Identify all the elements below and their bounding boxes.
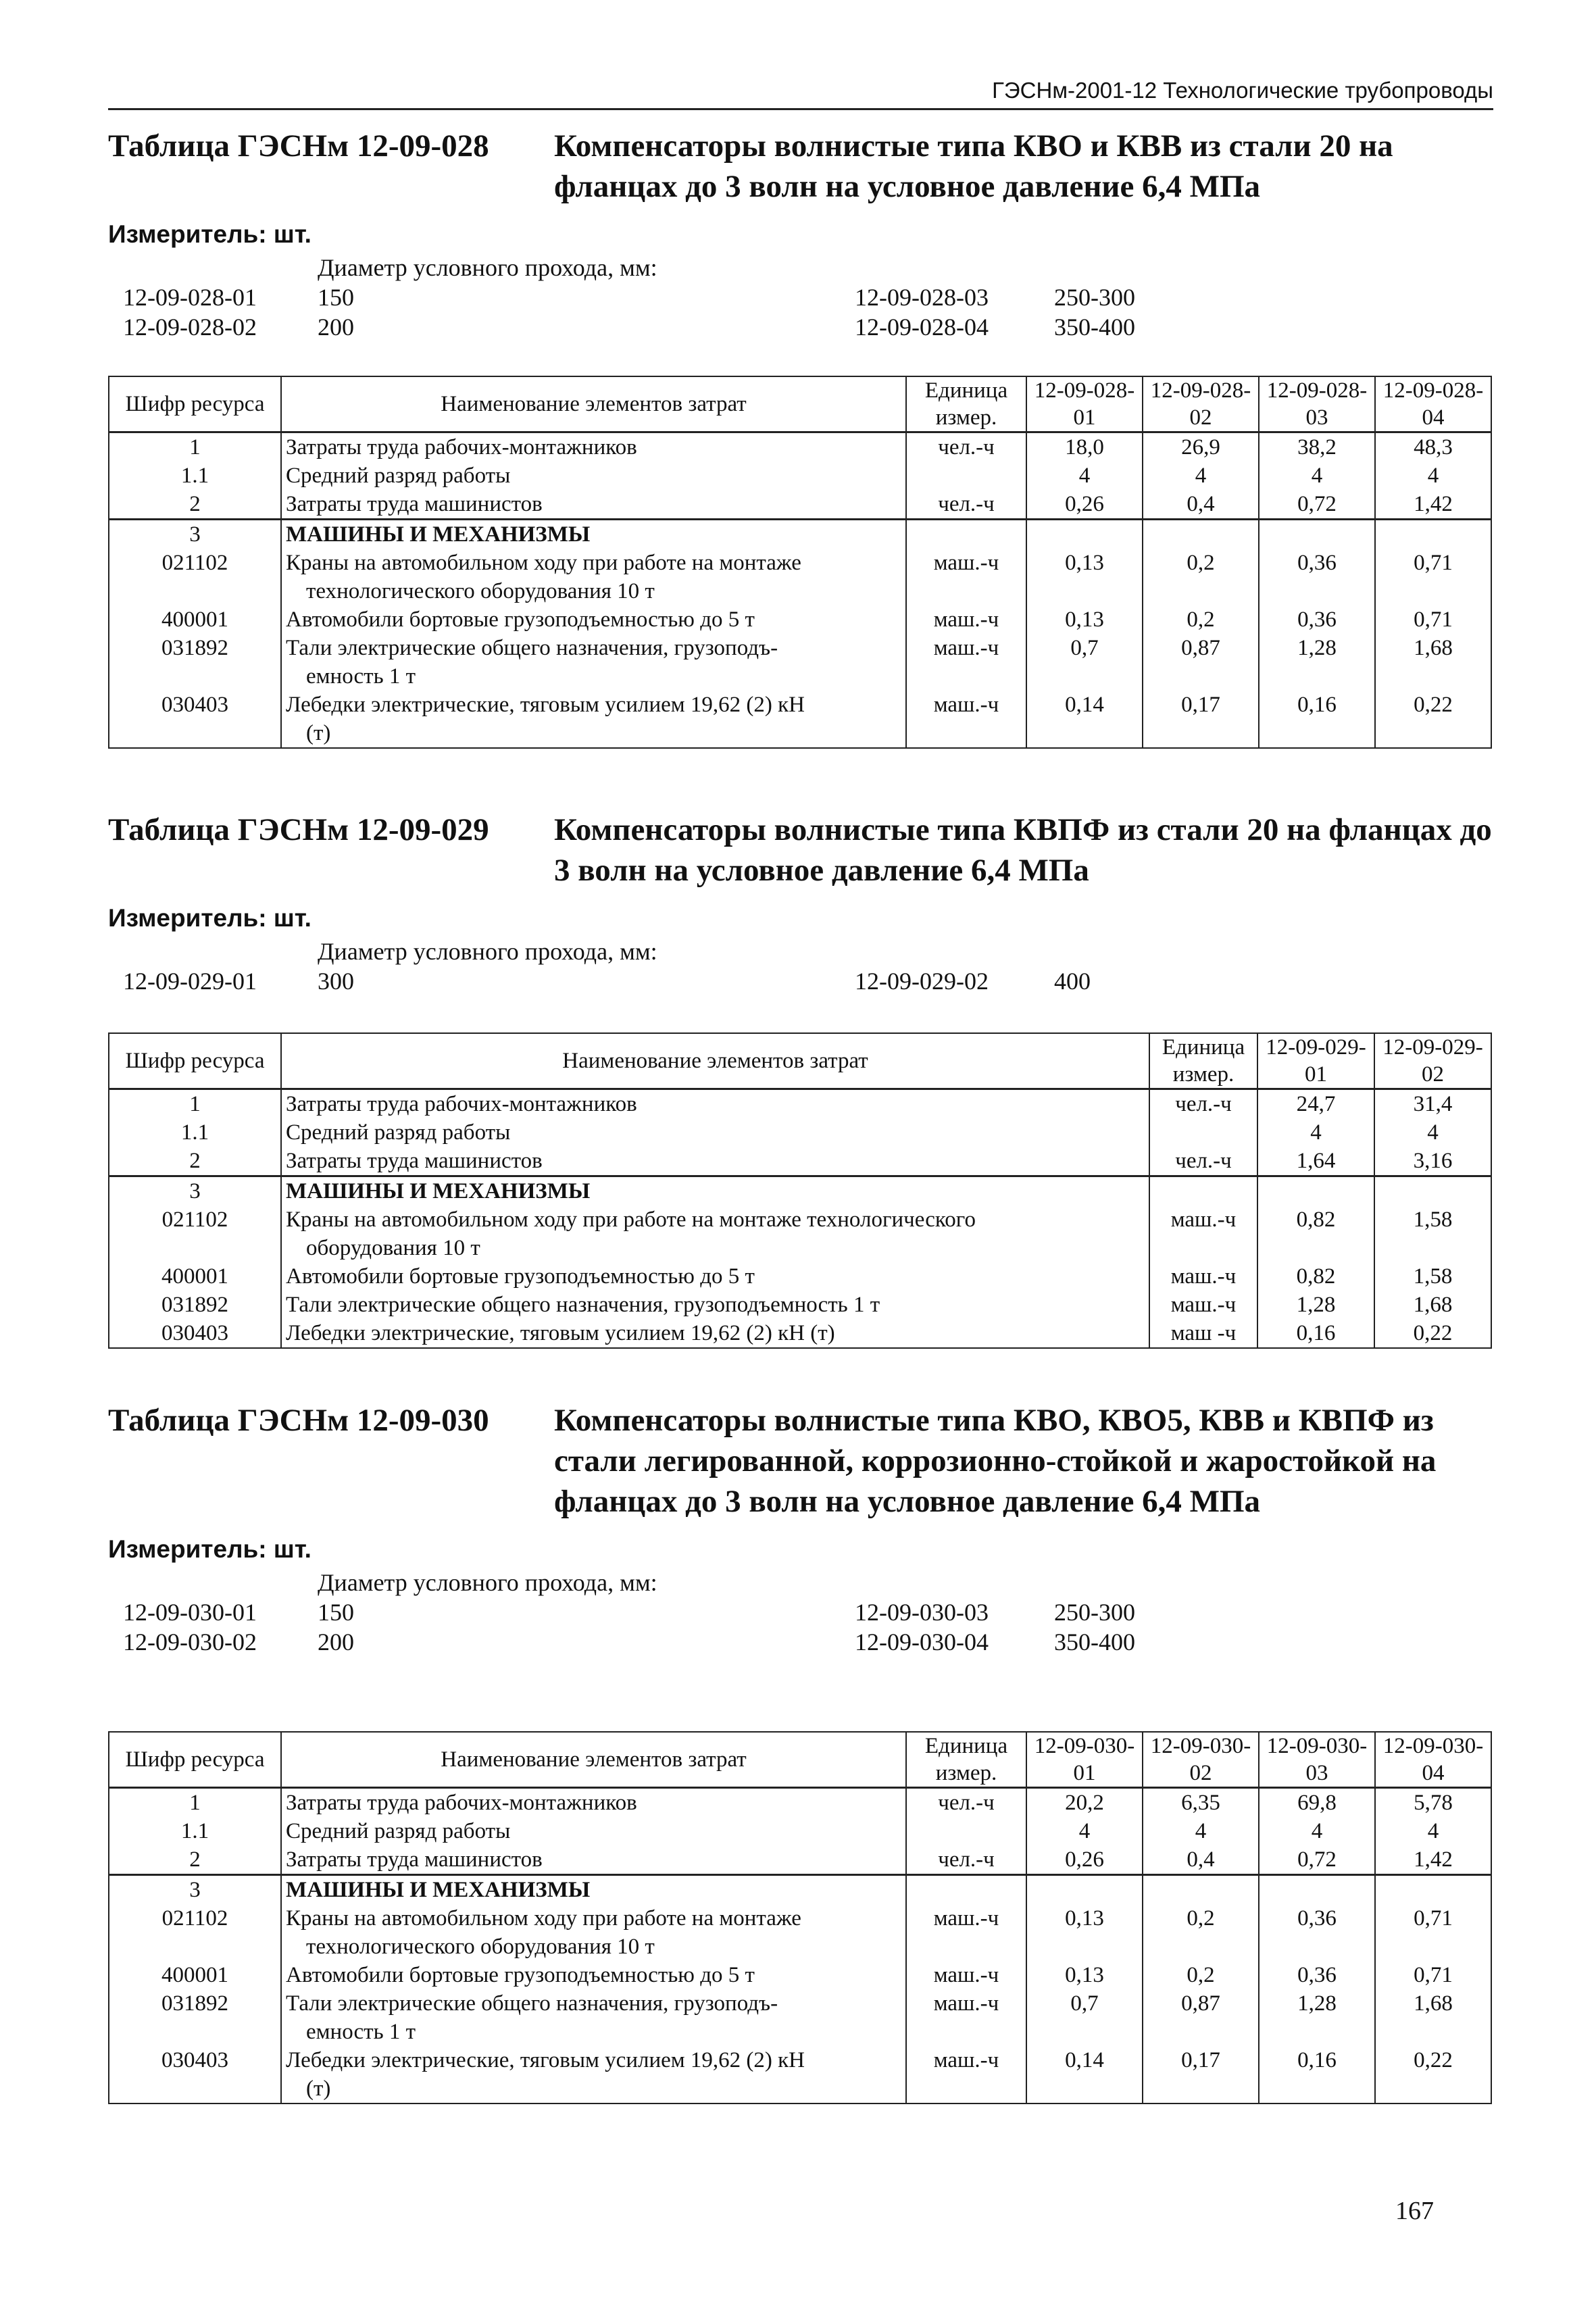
column-header: Шифр ресурса [109,376,281,432]
cost-element-name [281,1089,1149,1119]
table-heading: Компенсаторы волнистые типа КВО и КВВ из стали 20 на фланцах до 3 волн на условное давление 6,4 МПа [554,128,1393,204]
resource-code: 400001 [109,1961,281,1989]
unit: маш.-ч [1149,1262,1257,1291]
name-line: Затраты труда машинистов [286,1847,543,1872]
code-value: 150 [318,284,354,311]
unit: маш.-ч [1149,1205,1257,1262]
norm-value: 38,2 [1259,432,1375,462]
resource-code: 030403 [109,1319,281,1348]
norm-value: 0,16 [1259,2046,1375,2104]
name-line: Краны на автомобильном ходу при работе на монтаже технологического [286,1208,976,1232]
column-header: 12-09-029-02 [1374,1033,1491,1089]
code-value: 400 [1054,968,1091,995]
code-row [108,1627,1493,1657]
cost-element-name [281,1262,1149,1291]
name-continuation: оборудования 10 т [306,1236,480,1260]
table-row [109,462,1491,490]
resource-code: 2 [109,490,281,520]
cost-element-name [281,1147,1149,1176]
norm-value [1259,1875,1375,1905]
norm-value: 0,2 [1143,1904,1259,1961]
name-line: Затраты труда рабочих-монтажников [286,435,637,459]
resource-code: 1.1 [109,1817,281,1845]
norm-value: 6,35 [1143,1788,1259,1818]
norm-value: 0,82 [1257,1205,1374,1262]
table-row [109,1291,1491,1319]
code-list [108,966,1493,996]
table-row [109,1989,1491,2046]
norm-value: 0,71 [1375,549,1491,605]
column-header: Наименование элементов затрат [281,1732,906,1788]
table-heading: Компенсаторы волнистые типа КВПФ из стали 20 на фланцах до 3 волн на условное давление 6,4 МПа [554,812,1492,888]
norm-value: 4 [1026,1817,1143,1845]
diameter-label: Диаметр условного прохода, мм: [318,938,657,965]
norm-value: 1,68 [1374,1291,1491,1319]
table-row [109,432,1491,462]
code-value: 300 [318,968,354,995]
norm-value: 0,82 [1257,1262,1374,1291]
unit: маш.-ч [906,1961,1026,1989]
unit: маш.-ч [906,605,1026,634]
measure-unit: Измеритель: шт. [108,1535,311,1563]
unit: маш.-ч [906,1904,1026,1961]
cost-element-name [281,1118,1149,1147]
norm-value: 4 [1259,1817,1375,1845]
name-line: Средний разряд работы [286,1120,511,1145]
norm-value: 1,42 [1375,1845,1491,1875]
norm-value: 0,13 [1026,1904,1143,1961]
column-header: 12-09-028-04 [1375,376,1491,432]
norm-value: 4 [1375,1817,1491,1845]
name-line: Лебедки электрические, тяговым усилием 19,62 (2) кН [286,2048,805,2072]
resource-code: 3 [109,1176,281,1206]
name-line: Затраты труда рабочих-монтажников [286,1092,637,1116]
norm-value: 0,13 [1026,549,1143,605]
cost-element-name [281,1788,906,1818]
norm-value: 0,72 [1259,490,1375,520]
unit: маш.-ч [906,549,1026,605]
code: 12-09-029-01 [123,968,257,995]
cost-element-name [281,691,906,748]
resource-code: 021102 [109,1904,281,1961]
table-row [109,490,1491,520]
unit [1149,1118,1257,1147]
name-line: Средний разряд работы [286,1819,511,1843]
code-value: 350-400 [1054,1628,1135,1656]
resource-code: 1.1 [109,462,281,490]
resource-code: 031892 [109,1989,281,2046]
resource-code: 031892 [109,1291,281,1319]
table-row [109,1845,1491,1875]
unit [906,462,1026,490]
resource-code: 400001 [109,1262,281,1291]
norm-value: 24,7 [1257,1089,1374,1119]
norm-table [108,376,1492,749]
unit: чел.-ч [906,432,1026,462]
unit [906,520,1026,549]
section-12-09-029 [108,810,1493,1345]
resource-code: 3 [109,1875,281,1905]
cost-element-name [281,1961,906,1989]
norm-value: 0,14 [1026,2046,1143,2104]
table-row [109,1788,1491,1818]
code: 12-09-028-03 [855,284,989,311]
norm-value: 0,14 [1026,691,1143,748]
resource-code: 021102 [109,1205,281,1262]
norm-value: 1,58 [1374,1205,1491,1262]
resource-code: 3 [109,520,281,549]
norm-value: 0,7 [1026,634,1143,691]
norm-value: 0,17 [1143,2046,1259,2104]
column-header: Шифр ресурса [109,1732,281,1788]
norm-value: 0,22 [1374,1319,1491,1348]
cost-element-name [281,462,906,490]
norm-value: 0,2 [1143,605,1259,634]
norm-value: 1,64 [1257,1147,1374,1176]
measure-unit: Измеритель: шт. [108,904,311,932]
unit: маш.-ч [1149,1291,1257,1319]
resource-code: 021102 [109,549,281,605]
table-row [109,1319,1491,1348]
table-row [109,1176,1491,1206]
code-list [108,1597,1493,1657]
resource-code: 030403 [109,2046,281,2104]
cost-element-name [281,1904,906,1961]
code: 12-09-028-04 [855,314,989,341]
name-line: Автомобили бортовые грузоподъемностью до 5 т [286,1963,755,1987]
norm-value [1026,1875,1143,1905]
cost-element-name [281,2046,906,2104]
column-header: 12-09-028-02 [1143,376,1259,432]
norm-value: 0,26 [1026,490,1143,520]
norm-value: 0,87 [1143,1989,1259,2046]
cost-element-name [281,605,906,634]
name-continuation: (т) [306,721,331,745]
table-title [108,126,1493,207]
name-line: МАШИНЫ И МЕХАНИЗМЫ [286,1878,591,1902]
norm-value: 20,2 [1026,1788,1143,1818]
norm-value: 1,58 [1374,1262,1491,1291]
name-line: МАШИНЫ И МЕХАНИЗМЫ [286,1179,591,1203]
code-row [108,1597,1493,1627]
table-title [108,1400,1493,1522]
unit [906,1817,1026,1845]
norm-value [1143,1875,1259,1905]
norm-value [1375,1875,1491,1905]
cost-element-name [281,1817,906,1845]
norm-value: 0,4 [1143,1845,1259,1875]
table-header-row [109,1033,1491,1089]
table-code: Таблица ГЭСНм 12-09-028 [108,128,489,164]
name-line: Тали электрические общего назначения, грузоподъемность 1 т [286,1293,880,1317]
norm-value: 31,4 [1374,1089,1491,1119]
norm-value: 1,42 [1375,490,1491,520]
name-line: Тали электрические общего назначения, грузоподъ- [286,636,778,660]
table-code: Таблица ГЭСНм 12-09-030 [108,1403,489,1438]
name-line: Лебедки электрические, тяговым усилием 19,62 (2) кН [286,693,805,717]
norm-value: 0,7 [1026,1989,1143,2046]
norm-value: 1,28 [1259,1989,1375,2046]
norm-value [1026,520,1143,549]
code: 12-09-029-02 [855,968,989,995]
norm-value: 4 [1375,462,1491,490]
norm-value: 4 [1374,1118,1491,1147]
norm-value: 26,9 [1143,432,1259,462]
column-header: 12-09-030-03 [1259,1732,1375,1788]
norm-value: 0,16 [1259,691,1375,748]
norm-value: 48,3 [1375,432,1491,462]
norm-value: 0,13 [1026,1961,1143,1989]
table-row [109,1961,1491,1989]
table-row [109,1262,1491,1291]
diameter-label: Диаметр условного прохода, мм: [318,254,657,281]
norm-value: 0,71 [1375,1961,1491,1989]
column-header: Наименование элементов затрат [281,1033,1149,1089]
column-header: 12-09-030-02 [1143,1732,1259,1788]
code: 12-09-030-04 [855,1628,989,1656]
norm-value: 1,68 [1375,1989,1491,2046]
norm-value: 0,17 [1143,691,1259,748]
code-value: 200 [318,1628,354,1656]
unit: маш.-ч [906,691,1026,748]
name-line: МАШИНЫ И МЕХАНИЗМЫ [286,522,591,547]
code-row [108,282,1493,312]
cost-element-name [281,520,906,549]
column-header: Единица измер. [906,1732,1026,1788]
cost-element-name [281,1205,1149,1262]
norm-value: 0,36 [1259,1904,1375,1961]
table-row [109,1817,1491,1845]
table-row [109,2046,1491,2104]
name-line: Автомобили бортовые грузоподъемностью до 5 т [286,1264,755,1289]
norm-value: 0,36 [1259,605,1375,634]
norm-table [108,1032,1492,1349]
norm-value [1257,1176,1374,1206]
name-line: Лебедки электрические, тяговым усилием 19,62 (2) кН (т) [286,1321,835,1345]
norm-value: 0,71 [1375,605,1491,634]
resource-code: 1 [109,1788,281,1818]
unit: маш -ч [1149,1319,1257,1348]
table-row [109,1118,1491,1147]
cost-element-name [281,549,906,605]
unit: чел.-ч [906,490,1026,520]
norm-value: 0,16 [1257,1319,1374,1348]
cost-element-name [281,1875,906,1905]
column-header: 12-09-030-01 [1026,1732,1143,1788]
name-line: Средний разряд работы [286,464,511,488]
norm-value: 0,2 [1143,549,1259,605]
norm-value: 4 [1026,462,1143,490]
code-value: 150 [318,1599,354,1626]
resource-code: 2 [109,1845,281,1875]
norm-value: 0,2 [1143,1961,1259,1989]
cost-element-name [281,490,906,520]
resource-code: 400001 [109,605,281,634]
norm-value: 4 [1143,462,1259,490]
norm-value [1375,520,1491,549]
code-value: 350-400 [1054,314,1135,341]
norm-value: 69,8 [1259,1788,1375,1818]
unit [906,1875,1026,1905]
name-continuation: (т) [306,2076,331,2101]
name-line: Тали электрические общего назначения, грузоподъ- [286,1991,778,2016]
cost-element-name [281,1319,1149,1348]
cost-element-name [281,432,906,462]
code: 12-09-028-02 [123,314,257,341]
resource-code: 1 [109,432,281,462]
unit: чел.-ч [1149,1147,1257,1176]
column-header: 12-09-029-01 [1257,1033,1374,1089]
code: 12-09-030-03 [855,1599,989,1626]
code: 12-09-030-01 [123,1599,257,1626]
column-header: Единица измер. [1149,1033,1257,1089]
column-header: 12-09-028-01 [1026,376,1143,432]
diameter-label: Диаметр условного прохода, мм: [318,1569,657,1596]
resource-code: 030403 [109,691,281,748]
name-line: Затраты труда машинистов [286,1149,543,1173]
norm-value: 0,87 [1143,634,1259,691]
name-continuation: технологического оборудования 10 т [306,579,655,603]
norm-value: 0,13 [1026,605,1143,634]
cost-element-name [281,1845,906,1875]
name-line: Затраты труда машинистов [286,492,543,516]
name-continuation: емность 1 т [306,664,416,689]
running-header: ГЭСНм-2001-12 Технологические трубопроводы [108,73,1493,110]
norm-value [1259,520,1375,549]
section-12-09-030 [108,1400,1493,2101]
column-header: Наименование элементов затрат [281,376,906,432]
table-header-row [109,376,1491,432]
table-row [109,1904,1491,1961]
table-row [109,549,1491,605]
name-continuation: технологического оборудования 10 т [306,1935,655,1959]
table-row [109,1147,1491,1176]
norm-value [1143,520,1259,549]
norm-value: 0,22 [1375,691,1491,748]
norm-value: 0,22 [1375,2046,1491,2104]
resource-code: 2 [109,1147,281,1176]
code-value: 250-300 [1054,284,1135,311]
norm-value: 0,72 [1259,1845,1375,1875]
cost-element-name [281,634,906,691]
table-heading: Компенсаторы волнистые типа КВО, КВО5, КВВ и КВПФ из стали легированной, коррозионно-стойкой и жаростойкой на фланцах до 3 волн на условное давление 6,4 МПа [554,1403,1437,1519]
code-row [108,312,1493,342]
name-line: Автомобили бортовые грузоподъемностью до 5 т [286,607,755,632]
table-row [109,520,1491,549]
norm-value: 5,78 [1375,1788,1491,1818]
norm-value: 0,4 [1143,490,1259,520]
name-continuation: емность 1 т [306,2020,416,2044]
unit [1149,1176,1257,1206]
norm-value: 4 [1259,462,1375,490]
resource-code: 1.1 [109,1118,281,1147]
norm-value: 0,26 [1026,1845,1143,1875]
table-row [109,1875,1491,1905]
norm-value: 1,28 [1257,1291,1374,1319]
resource-code: 031892 [109,634,281,691]
unit: маш.-ч [906,2046,1026,2104]
page-number: 167 [1395,2197,1434,2225]
table-row [109,634,1491,691]
column-header: Единица измер. [906,376,1026,432]
cost-element-name [281,1291,1149,1319]
norm-value: 0,71 [1375,1904,1491,1961]
code: 12-09-028-01 [123,284,257,311]
unit: маш.-ч [906,634,1026,691]
cost-element-name [281,1989,906,2046]
norm-value: 1,68 [1375,634,1491,691]
code-row [108,966,1493,996]
norm-value [1374,1176,1491,1206]
unit: чел.-ч [906,1788,1026,1818]
norm-value: 4 [1257,1118,1374,1147]
table-header-row [109,1732,1491,1788]
table-row [109,605,1491,634]
column-header: Шифр ресурса [109,1033,281,1089]
code-value: 200 [318,314,354,341]
norm-value: 0,36 [1259,1961,1375,1989]
name-line: Краны на автомобильном ходу при работе на монтаже [286,1906,801,1931]
unit: чел.-ч [906,1845,1026,1875]
norm-value: 0,36 [1259,549,1375,605]
name-line: Затраты труда рабочих-монтажников [286,1791,637,1815]
section-12-09-028 [108,126,1493,745]
code-value: 250-300 [1054,1599,1135,1626]
unit: чел.-ч [1149,1089,1257,1119]
table-title [108,810,1493,891]
norm-table [108,1731,1492,2104]
norm-value: 4 [1143,1817,1259,1845]
cost-element-name [281,1176,1149,1206]
column-header: 12-09-030-04 [1375,1732,1491,1788]
column-header: 12-09-028-03 [1259,376,1375,432]
table-code: Таблица ГЭСНм 12-09-029 [108,812,489,847]
unit: маш.-ч [906,1989,1026,2046]
norm-value: 18,0 [1026,432,1143,462]
code: 12-09-030-02 [123,1628,257,1656]
name-line: Краны на автомобильном ходу при работе на монтаже [286,551,801,575]
table-row [109,691,1491,748]
resource-code: 1 [109,1089,281,1119]
table-row [109,1205,1491,1262]
norm-value: 1,28 [1259,634,1375,691]
code-list [108,282,1493,342]
table-row [109,1089,1491,1119]
measure-unit: Измеритель: шт. [108,220,311,248]
norm-value: 3,16 [1374,1147,1491,1176]
